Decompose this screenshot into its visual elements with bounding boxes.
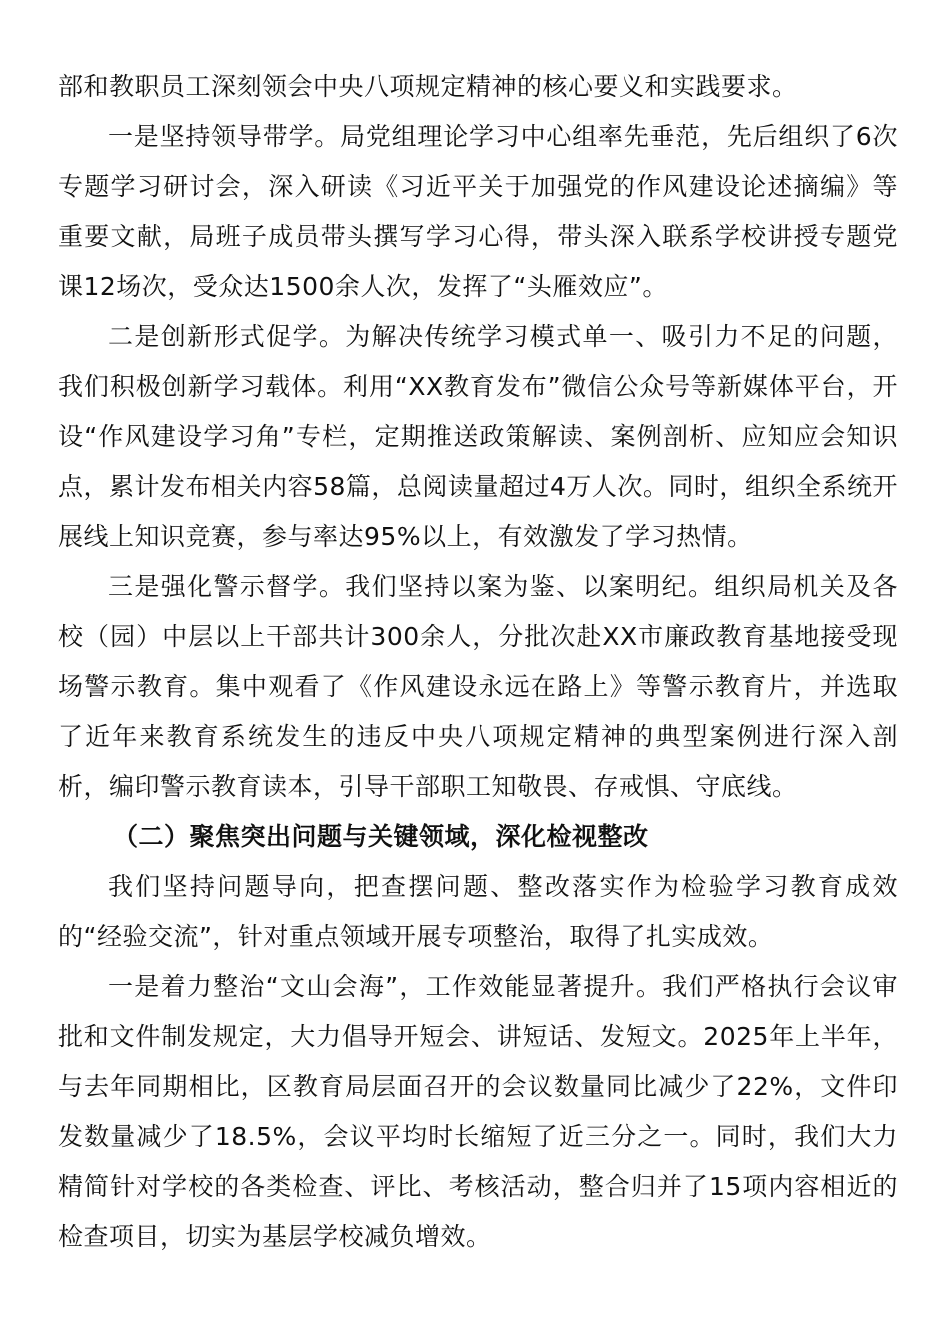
paragraph-continuation: 部和教职员工深刻领会中央八项规定精神的核心要义和实践要求。	[58, 72, 798, 101]
section-heading: （二）聚焦突出问题与关键领域，深化检视整改	[113, 822, 649, 851]
paragraph-meetings-reform: 一是着力整治“文山会海”，工作效能显著提升。我们严格执行会议审批和文件制发规定，大力倡导开短会、讲短话、发短文。2025年上半年，与去年同期相比，区教育局层面召开的会议数量同比减少了22%，文件印发数量减少了18.5%，会议平均时长缩短了近三分之一。同时，我们大力精简针对学校的各类检查、评比、考核活动，整合归并了15项内容相近的检查项目，切实为基层学校减负增效。	[58, 972, 898, 1251]
paragraph-warning-study: 三是强化警示督学。我们坚持以案为鉴、以案明纪。组织局机关及各校（园）中层以上干部共计300余人，分批次赴XX市廉政教育基地接受现场警示教育。集中观看了《作风建设永远在路上》等警示教育片，并选取了近年来教育系统发生的违反中央八项规定精神的典型案例进行深入剖析，编印警示教育读本，引导干部职工知敬畏、存戒惧、守底线。	[58, 572, 898, 801]
document-page	[58, 62, 898, 1262]
paragraph-innovative-study: 二是创新形式促学。为解决传统学习模式单一、吸引力不足的问题，我们积极创新学习载体。利用“XX教育发布”微信公众号等新媒体平台，开设“作风建设学习角”专栏，定期推送政策解读、案例剖析、应知应会知识点，累计发布相关内容58篇，总阅读量超过4万人次。同时，组织全系统开展线上知识竞赛，参与率达95%以上，有效激发了学习热情。	[58, 322, 898, 551]
paragraph-problem-oriented: 我们坚持问题导向，把查摆问题、整改落实作为检验学习教育成效的“经验交流”，针对重点领域开展专项整治，取得了扎实成效。	[58, 872, 898, 951]
paragraph-leadership-study: 一是坚持领导带学。局党组理论学习中心组率先垂范，先后组织了6次专题学习研讨会，深入研读《习近平关于加强党的作风建设论述摘编》等重要文献，局班子成员带头撰写学习心得，带头深入联系学校讲授专题党课12场次，受众达1500余人次，发挥了“头雁效应”。	[58, 122, 898, 301]
